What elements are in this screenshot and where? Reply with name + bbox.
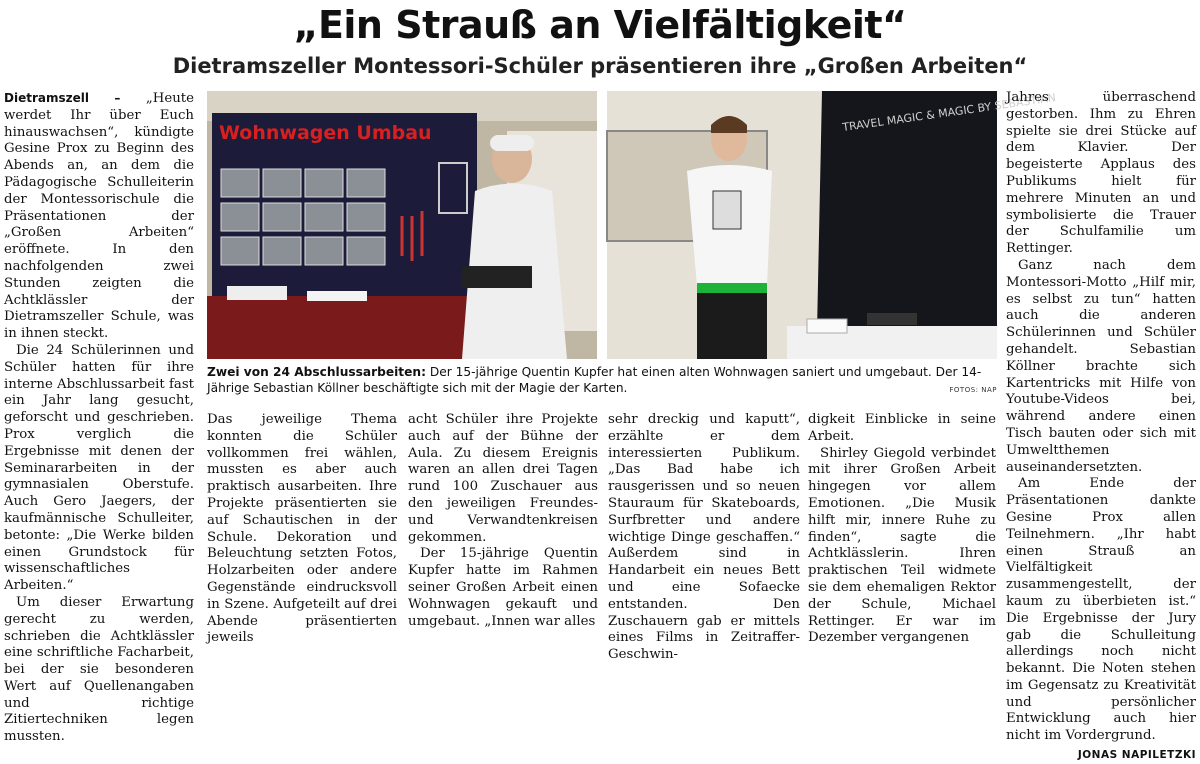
article-subheadline: Dietramszeller Montessori-Schüler präsentieren ihre „Großen Arbeiten“: [172, 54, 1028, 78]
article-column-1: [4, 90, 195, 745]
paragraph: Die 24 Schülerinnen und Schüler hatten für ihre interne Abschlussarbeit fast ein Jahr lang gesucht, geforscht und geschrieben. Prox verglich die Ergebnisse mit denen der Seminararbeiten in der gymnasialen Oberstufe. Auch Gero Jaegers, der kaufmännische Schulleiter, betonte: „Die Werke bilden einen Grundstock für wissenschaftliches Arbeiten.“: [4, 342, 194, 594]
paragraph: acht Schüler ihre Projekte auch auf der Bühne der Aula. Zu diesem Ereignis waren an allen drei Tagen rund 100 Zuschauer aus den jeweiligen Freundes- und Verwandtenkreisen gekommen.: [408, 412, 598, 545]
photo-credit: FOTOS: NAP: [949, 386, 997, 394]
poster-title: Wohnwagen Umbau: [219, 122, 432, 144]
article-column-4: [608, 412, 800, 663]
paragraph: Shirley Giegold verbindet mit ihrer Großen Arbeit hingegen vor allem Emotionen. „Die Musik hilft mir, innere Ruhe zu finden“, sagte die Achtklässlerin. Ihren praktischen Teil widmete sie dem ehemaligen Rektor der Schule, Michael Rettinger. Er war im Dezember vergangenen: [808, 445, 996, 646]
photo-magic-illustration: [607, 91, 1057, 359]
paragraph: Am Ende der Präsentationen dankte Gesine Prox allen Teilnehmern. „Ihr habt einen Strauß an Vielfältigkeit zusammengestellt, der kaum zu überbieten ist.“ Die Ergebnisse der Jury gab die Schulleitung allerdings noch nicht bekannt. Die Noten stehen im Gegensatz zu Kreativität und persönlicher Entwicklung auch hier nicht im Vordergrund. JONAS NAPILETZKI: [1006, 476, 1196, 745]
paragraph: digkeit Einblicke in seine Arbeit.: [808, 412, 996, 444]
photo-card-magic-project: [607, 91, 1057, 359]
article-headline: „Ein Strauß an Vielfältigkeit“: [293, 3, 907, 47]
photo-wohnwagen-illustration: [207, 91, 597, 359]
photo-wohnwagen-project: [207, 91, 597, 359]
dateline: Dietramszell –: [4, 91, 121, 105]
paragraph: sehr dreckig und kaputt“, erzählte er dem interessierten Publikum. „Das Bad habe ich rausgerissen und so neuen Stauraum für Skateboards, Surfbretter und andere wichtige Dinge geschaffen.“ Außerdem sind in Handarbeit ein neues Bett und eine Sofaecke entstanden. Den Zuschauern gab er mittels eines Films in Zeitraffer-Geschwin-: [608, 412, 800, 663]
article-column-5: [808, 412, 996, 646]
caption-lead: Zwei von 24 Abschlussarbeiten:: [207, 365, 426, 379]
caption-text: Der 15-jährige Quentin Kupfer hat einen alten Wohnwagen saniert und umgebaut. Der 14-Jährige Sebastian Köllner beschäftigte sich mit der Magie der Karten.: [207, 365, 982, 395]
paragraph: Ganz nach dem Montessori-Motto „Hilf mir, es selbst zu tun“ hatten auch die anderen Schülerinnen und Schüler gehandelt. Sebastian Köllner brachte sich Kartentricks mit Hilfe von Youtube-Videos bei, während andere einen Tisch bauten oder sich mit Umweltthemen auseinandersetzten.: [1006, 257, 1196, 475]
paragraph: Das jeweilige Thema konnten die Schüler vollkommen frei wählen, mussten es aber auch praktisch ausarbeiten. Ihre Projekte präsentierten sie auf Schautischen in der Schule. Dekoration und Beleuchtung setzten Fotos, Holzarbeiten oder andere Gegenstände eindrucksvoll in Szene. Aufgeteilt auf drei Abende präsentierten jeweils: [207, 412, 397, 646]
paragraph: Um dieser Erwartung gerecht zu werden, schrieben die Achtklässler eine schriftliche Facharbeit, bei der sie besonderen Wert auf Quellenangaben und richtige Zitiertechniken legen mussten.: [4, 594, 194, 745]
paragraph: Dietramszell – „Heute werdet Ihr über Euch hinauswachsen“, kündigte Gesine Prox zu Beginn des Abends an, an dem die Pädagogische Schulleiterin der Montessorischule die Präsentationen der „Großen Arbeiten“ eröffnete. In den nachfolgenden zwei Stunden zeigten die Achtklässler der Dietramszeller Schule, was in ihnen steckt.: [4, 91, 195, 342]
photo-caption: [207, 364, 997, 396]
author-byline: JONAS NAPILETZKI: [1077, 749, 1196, 762]
article-column-3: [408, 412, 598, 629]
paragraph: Der 15-jährige Quentin Kupfer hatte im Rahmen seiner Großen Arbeit einen Wohnwagen gekauft und umgebaut. „Innen war alles: [408, 546, 598, 629]
banner-text: TRAVEL MAGIC & MAGIC BY SEBASTIAN: [841, 91, 1057, 134]
paragraph: Jahres überraschend gestorben. Ihm zu Ehren spielte sie drei Stücke auf dem Klavier. Der begeisterte Applaus des Publikums hielt für mehrere Minuten an und symbolisierte die Trauer der Schulfamilie um Rettinger.: [1006, 90, 1196, 257]
article-column-6: [1006, 90, 1196, 762]
article-column-2: [207, 412, 397, 646]
